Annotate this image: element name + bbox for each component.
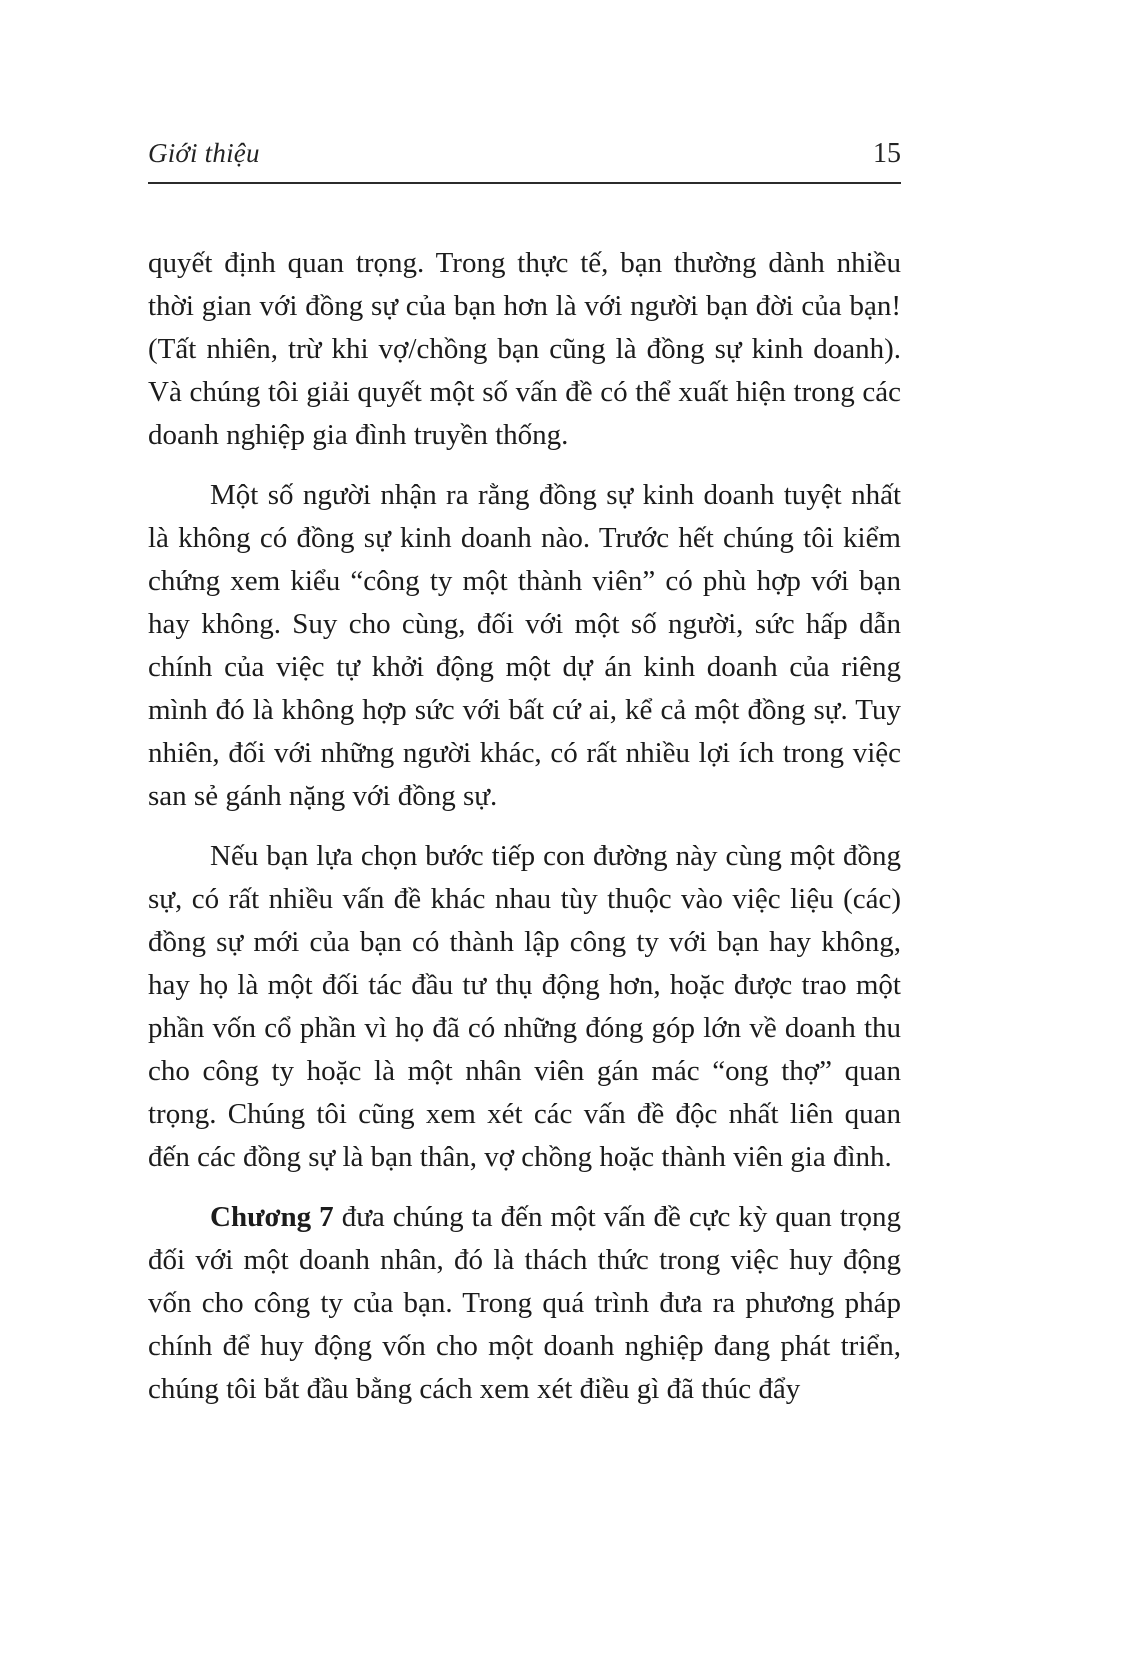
paragraph-1 [148,242,901,457]
paragraph-2-text: Một số người nhận ra rằng đồng sự kinh doanh tuyệt nhất là không có đồng sự kinh doanh nào. Trước hết chúng tôi kiểm chứng xem kiểu “công ty một thành viên” có phù hợp với bạn hay không. Suy cho cùng, đối với một số người, sức hấp dẫn chính của việc tự khởi động một dự án kinh doanh của riêng mình đó là không hợp sức với bất cứ ai, kể cả một đồng sự. Tuy nhiên, đối với những người khác, có rất nhiều lợi ích trong việc san sẻ gánh nặng với đồng sự. [148,479,901,812]
paragraph-3 [148,835,901,1179]
paragraph-4 [148,1196,901,1411]
paragraph-4-text: đưa chúng ta đến một vấn đề cực kỳ quan trọng đối với một doanh nhân, đó là thách thức trong việc huy động vốn cho công ty của bạn. Trong quá trình đưa ra phương pháp chính để huy động vốn cho một doanh nghiệp đang phát triển, chúng tôi bắt đầu bằng cách xem xét điều gì đã thúc đẩy [148,1201,901,1405]
running-title: Giới thiệu [148,138,260,168]
paragraph-2 [148,474,901,818]
paragraph-1-text: quyết định quan trọng. Trong thực tế, bạn thường dành nhiều thời gian với đồng sự của bạn hơn là với người bạn đời của bạn! (Tất nhiên, trừ khi vợ/chồng bạn cũng là đồng sự kinh doanh). Và chúng tôi giải quyết một số vấn đề có thể xuất hiện trong các doanh nghiệp gia đình truyền thống. [148,247,901,451]
paragraph-3-text: Nếu bạn lựa chọn bước tiếp con đường này cùng một đồng sự, có rất nhiều vấn đề khác nhau tùy thuộc vào việc liệu (các) đồng sự mới của bạn có thành lập công ty với bạn hay không, hay họ là một đối tác đầu tư thụ động hơn, hoặc được trao một phần vốn cổ phần vì họ đã có những đóng góp lớn về doanh thu cho công ty hoặc là một nhân viên gán mác “ong thợ” quan trọng. Chúng tôi cũng xem xét các vấn đề độc nhất liên quan đến các đồng sự là bạn thân, vợ chồng hoặc thành viên gia đình. [148,840,901,1173]
page-header [148,138,901,184]
page-number: 15 [873,138,901,169]
chapter-ref: Chương 7 [210,1201,334,1233]
body-text [148,242,901,1411]
